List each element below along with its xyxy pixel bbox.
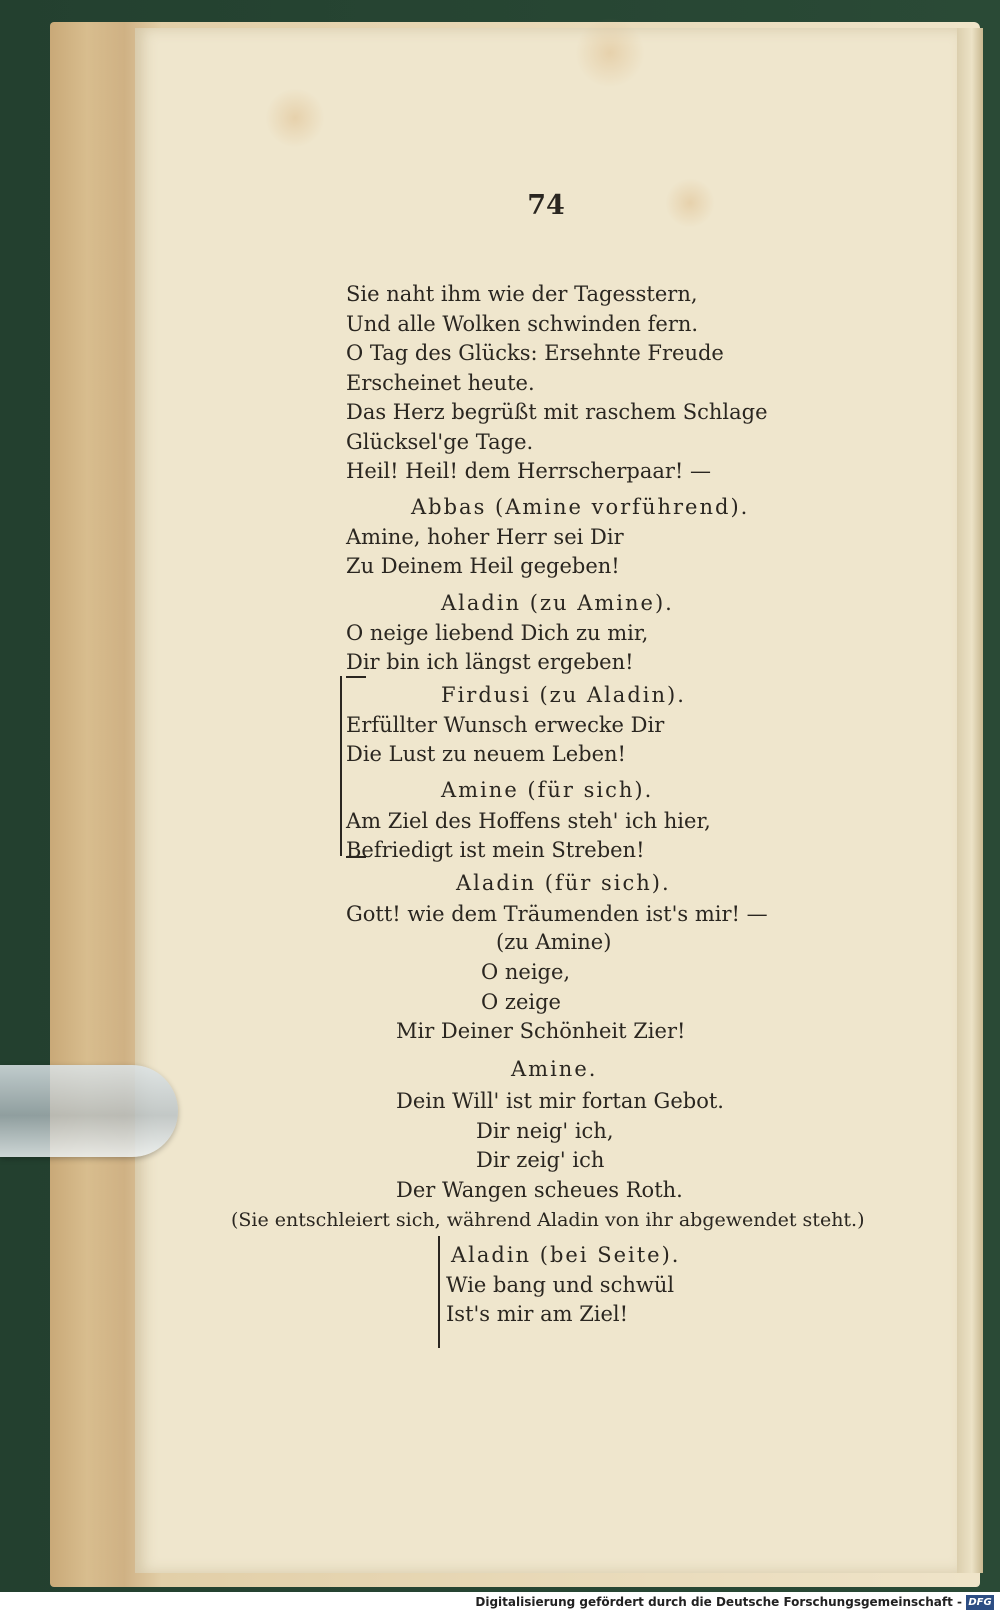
page-number: 74 — [527, 190, 565, 221]
text-line: O Tag des Glücks: Ersehnte Freude — [346, 341, 724, 365]
speaker-heading: Aladin (zu Amine). — [441, 591, 674, 615]
paper-stain — [575, 18, 645, 88]
speaker-heading: Aladin (bei Seite). — [451, 1243, 681, 1267]
text-line: Erfüllter Wunsch erwecke Dir — [346, 713, 665, 737]
funding-credit: Digitalisierung gefördert durch die Deutsche Forschungsgemeinschaft - — [475, 1595, 962, 1609]
text-line: Sie naht ihm wie der Tagesstern, — [346, 282, 698, 306]
paper-stain — [265, 88, 325, 148]
dfg-logo: DFG — [966, 1595, 994, 1610]
speaker-heading: Amine. — [511, 1057, 598, 1081]
text-line: Erscheinet heute. — [346, 371, 535, 395]
page-clip-holder — [0, 1065, 178, 1157]
text-line: Dir neig' ich, — [476, 1119, 614, 1143]
speaker-heading: Aladin (für sich). — [456, 871, 671, 895]
text-line: Dir bin ich längst ergeben! — [346, 650, 634, 674]
text-line: Der Wangen scheues Roth. — [396, 1178, 683, 1202]
text-line: Ist's mir am Ziel! — [446, 1302, 629, 1326]
book-page — [135, 28, 957, 1573]
text-line: Gott! wie dem Träumenden ist's mir! — — [346, 902, 768, 926]
text-line: Amine, hoher Herr sei Dir — [346, 525, 624, 549]
speaker-heading: Abbas (Amine vorführend). — [411, 495, 750, 519]
stage-direction: (Sie entschleiert sich, während Aladin von ihr abgewendet steht.) — [231, 1209, 865, 1231]
text-line: O zeige — [481, 990, 561, 1014]
footer-bar — [0, 1592, 1000, 1615]
book-right-edge — [955, 28, 983, 1573]
text-line: Zu Deinem Heil gegeben! — [346, 554, 620, 578]
speaker-heading: Amine (für sich). — [441, 778, 654, 802]
text-line: Mir Deiner Schönheit Zier! — [396, 1019, 686, 1043]
speaker-heading: Firdusi (zu Aladin). — [441, 683, 686, 707]
ensemble-bracket — [340, 676, 342, 856]
text-line: Glücksel'ge Tage. — [346, 430, 534, 454]
stage-direction: (zu Amine) — [496, 930, 612, 954]
text-line: Dein Will' ist mir fortan Gebot. — [396, 1089, 724, 1113]
text-line: O neige, — [481, 960, 571, 984]
text-line: Die Lust zu neuem Leben! — [346, 742, 626, 766]
bracket-tick — [346, 676, 366, 678]
text-line: Das Herz begrüßt mit raschem Schlage — [346, 400, 768, 424]
text-line: Befriedigt ist mein Streben! — [346, 838, 645, 862]
text-line: Und alle Wolken schwinden fern. — [346, 312, 699, 336]
text-line: O neige liebend Dich zu mir, — [346, 621, 649, 645]
text-line: Am Ziel des Hoffens steh' ich hier, — [346, 809, 711, 833]
bracket-tick — [346, 856, 366, 858]
text-line: Wie bang und schwül — [446, 1273, 675, 1297]
text-line: Dir zeig' ich — [476, 1148, 605, 1172]
text-line: Heil! Heil! dem Herrscherpaar! — — [346, 459, 712, 483]
aside-bracket — [438, 1236, 440, 1348]
